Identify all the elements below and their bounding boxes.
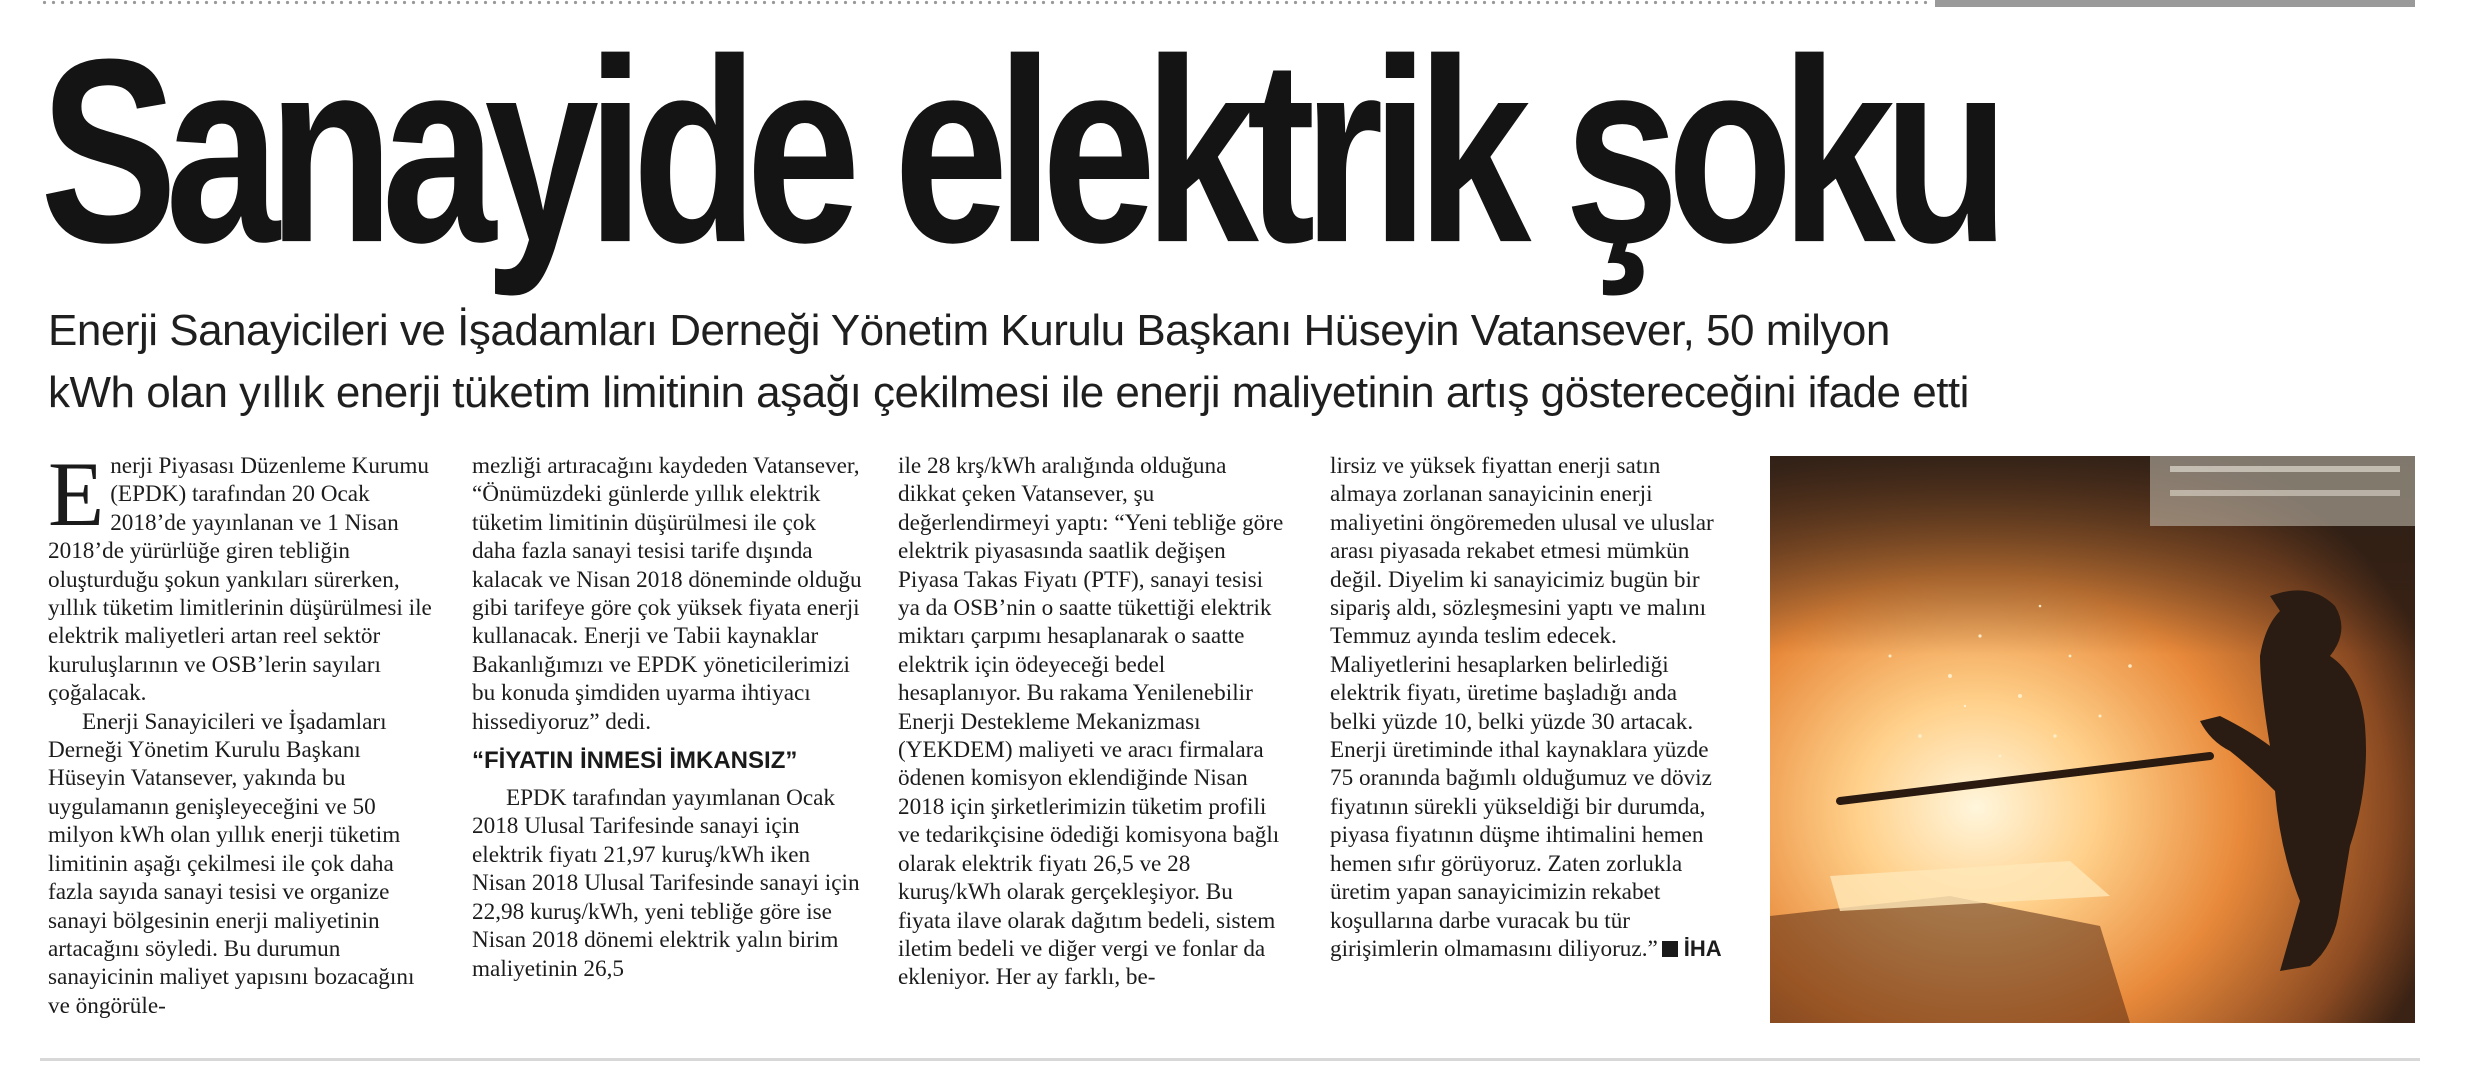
- article-column-2: [472, 452, 864, 1032]
- deck-line-1: Enerji Sanayicileri ve İşadamları Derneği Yönetim Kurulu Başkanı Hüseyin Vatansever, 50 milyon: [48, 306, 1890, 355]
- foundry-worker-photo: [1770, 456, 2415, 1023]
- bottom-rule: [40, 1058, 2420, 1061]
- paragraph: Enerji Sanayicileri ve İşadamları Derneği Yönetim Kurulu Başkanı Hüseyin Vatansever, yakında bu uygulamanın genişleyeceğini ve 50 milyon kWh olan yıllık enerji tüketim limitinin aşağı çekilmesi ile çok daha fazla sayıda sanayi tesisi ve organize sanayi bölgesinin enerji maliyetinin artacağını söyledi. Bu durumun sanayicinin maliyet yapısını bozacağını ve öngörüle-: [48, 708, 415, 1019]
- paragraph-closing: [1330, 452, 1722, 963]
- paragraph: ile 28 krş/kWh aralığında olduğuna dikkat çeken Vatansever, şu değerlendirmeyi yaptı: “Yeni tebliğe göre elektrik piyasasında saatlik değişen Piyasa Takas Fiyatı (PTF), sanayi tesisi ya da OSB’nin o saatte tükettiği elektrik miktarı çarpımı hesaplanarak o saatte elektrik için ödeyeceği bedel hesaplanıyor. Bu rakama Yenilenebilir Enerji Destekleme Mekanizması (YEKDEM) maliyeti ve aracı firmalara ödenen komisyon eklendiğinde Nisan 2018 için şirketlerimizin tüketim profili ve tedarikçisine ödediği komisyona bağlı olarak elektrik fiyatı 26,5 ve 28 kuruş/kWh olarak gerçekleşiyor. Bu fiyata ilave olarak dağıtım bedeli, sistem iletim bedeli ve diğer vergi ve fonlar da ekleniyor. Her ay farklı, be-: [898, 453, 1284, 991]
- deck-line-2: kWh olan yıllık enerji tüketim limitinin aşağı çekilmesi ile enerji maliyetinin artış göstereceğini ifade etti: [48, 368, 1969, 417]
- end-square-icon: [1662, 941, 1678, 957]
- article-column-1: [48, 452, 434, 1032]
- article-column-3: [898, 452, 1290, 1032]
- article-column-4: [1330, 452, 1722, 1032]
- drop-cap: E: [48, 452, 105, 545]
- subheadline-deck: [48, 300, 2418, 424]
- paragraph-intro: nerji Piyasası Düzenleme Kurumu (EPDK) tarafından 20 Ocak 2018’de yayınlanan ve 1 Nisan 2018’de yürürlüğe giren tebliğin oluşturduğu şokun yankıları sürerken, yıllık tüketim limitlerinin düşürülmesi ile elektrik maliyetleri artan reel sektör kuruluşlarının ve OSB’lerin sayıları çoğalacak.: [48, 453, 432, 707]
- headline: Sanayide elektrik şoku: [40, 4, 1998, 298]
- paragraph-text: lirsiz ve yüksek fiyattan enerji satın almaya zorlanan sanayicinin enerji maliyetini öngöremeden ulusal ve uluslar arası piyasada rekabet etmesi mümkün değil. Diyelim ki sanayicimiz bugün bir sipariş aldı, sözleşmesini yaptı ve malını Temmuz ayında teslim edecek. Maliyetlerini hesaplarken belirlediği elektrik fiyatı, üretime başladığı anda belki yüzde 10, belki yüzde 30 artacak. Enerji üretiminde ithal kaynaklara yüzde 75 oranında bağımlı olduğumuz ve döviz fiyatının sürekli yükseldiği bir durumda, piyasa fiyatının düşme ihtimalini hemen hemen sıfır görüyoruz. Zaten zorlukla üretim yapan sanayicimizin rekabet koşullarına darbe vuracak bu tür girişimlerin olmamasını diliyoruz.”: [1330, 453, 1714, 962]
- section-subhead: “FİYATIN İNMESİ İMKANSIZ”: [472, 747, 798, 775]
- byline-agency: İHA: [1683, 935, 1722, 961]
- paragraph: EPDK tarafından yayımlanan Ocak 2018 Ulusal Tarifesinde sanayi için elektrik fiyatı 21,97 kuruş/kWh iken Nisan 2018 Ulusal Tarifesinde sanayi için 22,98 kuruş/kWh, yeni tebliğe göre ise Nisan 2018 dönemi elektrik yalın birim maliyetinin 26,5: [472, 785, 860, 982]
- paragraph: mezliği artıracağını kaydeden Vatansever, “Önümüzdeki günlerde yıllık elektrik tüketim limitinin düşürülmesi ile çok daha fazla sanayi tesisi tarife dışında kalacak ve Nisan 2018 döneminde olduğu gibi tarifeye göre çok yüksek fiyata enerji kullanacak. Enerji ve Tabii kaynaklar Bakanlığımızı ve EPDK yöneticilerimizi bu konuda şimdiden uyarma ihtiyacı hissediyoruz” dedi.: [472, 453, 862, 735]
- photo-illustration: [1770, 456, 2415, 1023]
